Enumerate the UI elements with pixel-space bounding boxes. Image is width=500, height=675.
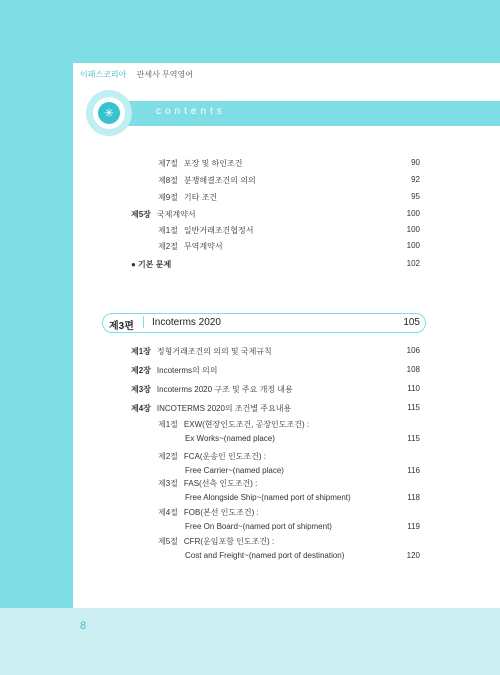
toc-entry-label: 제3절 bbox=[158, 479, 178, 488]
toc-entry[interactable] bbox=[0, 505, 500, 521]
toc-entry-label: 제2절 bbox=[158, 242, 178, 251]
toc-entry-title: EXW(현장인도조건, 공장인도조건) : bbox=[183, 420, 310, 429]
toc-entry-page: 100 bbox=[406, 209, 420, 218]
toc-entry-page: 102 bbox=[406, 259, 420, 268]
toc-entry-page: 119 bbox=[407, 522, 420, 531]
toc-entry-page: 95 bbox=[411, 192, 420, 201]
toc-entry-title: Ex Works~(named place) bbox=[185, 434, 275, 443]
toc-entry-title: Free Alongside Ship~(named port of shipment) bbox=[185, 493, 351, 502]
toc-entry-page: 120 bbox=[406, 551, 420, 560]
toc-entry-page: 116 bbox=[407, 466, 420, 475]
toc-entry[interactable] bbox=[0, 156, 500, 172]
publisher-brand: 이패스코리아 bbox=[80, 70, 127, 79]
toc-entry-label: ● 기본 문제 bbox=[131, 260, 172, 269]
toc-entry-page: 110 bbox=[407, 384, 420, 393]
toc-entry-title: 기타 조건 bbox=[183, 193, 218, 202]
toc-entry-title: Incoterms의 의의 bbox=[156, 366, 218, 375]
toc-entry-label: 제4장 bbox=[131, 404, 151, 413]
toc-entry[interactable] bbox=[0, 534, 500, 550]
section-title: contents bbox=[156, 106, 226, 117]
part-label: 제3편 bbox=[109, 321, 134, 332]
toc-entry-subtitle[interactable] bbox=[0, 549, 500, 565]
toc-entry-title: 일반거래조건협정서 bbox=[183, 226, 254, 235]
toc-entry-page: 92 bbox=[411, 175, 420, 184]
toc-entry-label: 제2절 bbox=[158, 452, 178, 461]
toc-entry[interactable] bbox=[0, 476, 500, 492]
toc-entry-label: 제8절 bbox=[158, 176, 178, 185]
part-heading[interactable] bbox=[102, 313, 426, 333]
toc-entry-title: 분쟁해결조건의 의의 bbox=[183, 176, 256, 185]
toc-entry-label: 제5절 bbox=[158, 537, 178, 546]
toc-entry-title: INCOTERMS 2020의 조건별 주요내용 bbox=[156, 404, 292, 413]
toc-entry-title: 정형거래조건의 의의 및 국제규칙 bbox=[156, 347, 272, 356]
book-title: 관세사 무역영어 bbox=[136, 70, 193, 79]
toc-entry-title: Free Carrier~(named place) bbox=[185, 466, 284, 475]
toc-entry[interactable] bbox=[0, 239, 500, 255]
toc-entry-title: 무역계약서 bbox=[183, 242, 223, 251]
toc-entry-page: 118 bbox=[407, 493, 420, 502]
toc-entry-page: 115 bbox=[407, 434, 420, 443]
toc-entry-label: 제3장 bbox=[131, 385, 151, 394]
toc-entry-label: 제4절 bbox=[158, 508, 178, 517]
toc-entry-label: 제1절 bbox=[158, 226, 178, 235]
toc-entry[interactable] bbox=[0, 190, 500, 206]
toc-entry-page: 90 bbox=[411, 158, 420, 167]
toc-entry-page: 100 bbox=[406, 225, 420, 234]
toc-entry-title: CFR(운임포함 인도조건) : bbox=[183, 537, 275, 546]
toc-entry-page: 106 bbox=[406, 346, 420, 355]
toc-entry[interactable] bbox=[0, 173, 500, 189]
toc-entry-label: 제1절 bbox=[158, 420, 178, 429]
toc-entry[interactable] bbox=[0, 223, 500, 239]
toc-entry-subtitle[interactable] bbox=[0, 432, 500, 448]
page-number: 8 bbox=[80, 620, 87, 632]
footer-band bbox=[0, 608, 500, 675]
toc-entry-page: 115 bbox=[407, 403, 420, 412]
toc-entry-label: 제2장 bbox=[131, 366, 151, 375]
toc-entry-title: FAS(선측 인도조건) : bbox=[183, 479, 258, 488]
toc-entry-label: 제1장 bbox=[131, 347, 151, 356]
toc-entry-basic-problems[interactable] bbox=[0, 257, 500, 273]
toc-entry[interactable] bbox=[0, 417, 500, 433]
toc-entry-page: 108 bbox=[406, 365, 420, 374]
toc-entry-title: 포장 및 하인조건 bbox=[183, 159, 243, 168]
toc-entry[interactable] bbox=[0, 401, 500, 417]
toc-entry-label: 제9절 bbox=[158, 193, 178, 202]
running-header bbox=[80, 69, 193, 80]
toc-entry-title: Cost and Freight~(named port of destination) bbox=[185, 551, 345, 560]
toc-entry-title: FOB(본선 인도조건) : bbox=[183, 508, 259, 517]
part-divider bbox=[143, 316, 144, 328]
toc-entry[interactable] bbox=[0, 363, 500, 379]
part-page: 105 bbox=[403, 317, 420, 328]
toc-entry[interactable] bbox=[0, 207, 500, 223]
toc-entry-page: 100 bbox=[406, 241, 420, 250]
toc-entry-label: 제5장 bbox=[131, 210, 151, 219]
toc-entry[interactable] bbox=[0, 344, 500, 360]
toc-entry-title: Incoterms 2020 구조 및 주요 개정 내용 bbox=[156, 385, 293, 394]
toc-entry-title: Free On Board~(named port of shipment) bbox=[185, 522, 332, 531]
toc-entry-label: 제7절 bbox=[158, 159, 178, 168]
toc-entry[interactable] bbox=[0, 382, 500, 398]
toc-entry-title: 국제계약서 bbox=[156, 210, 196, 219]
asterisk-icon: ✳ bbox=[98, 102, 120, 124]
part-title: Incoterms 2020 bbox=[152, 317, 221, 328]
toc-entry-title: FCA(운송인 인도조건) : bbox=[183, 452, 266, 461]
toc-entry[interactable] bbox=[0, 449, 500, 465]
